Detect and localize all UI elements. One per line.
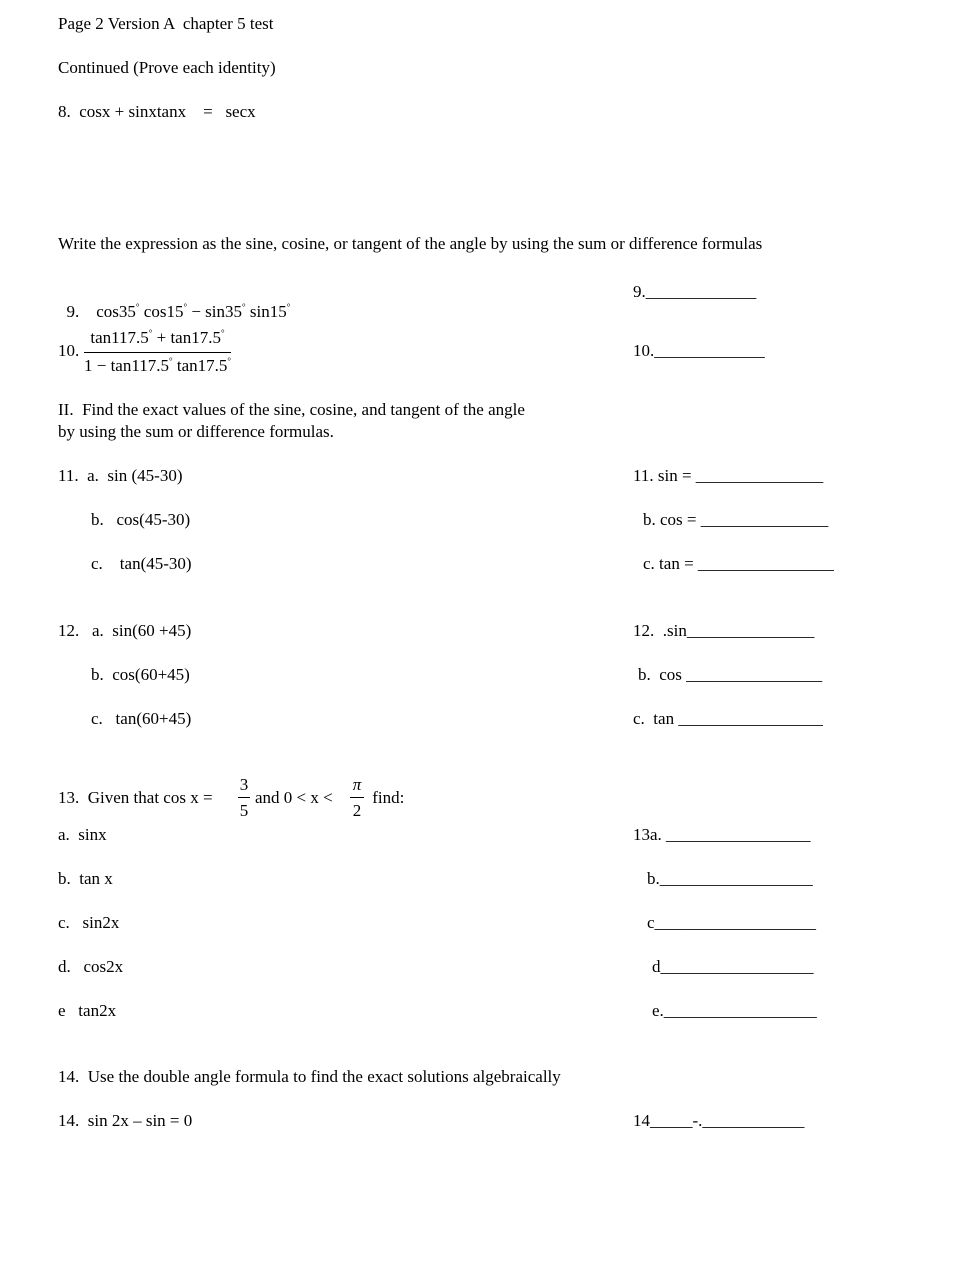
question-13b: b. tan x [58, 869, 113, 888]
question-10-numerator: tan117.5° + tan17.5° [90, 328, 225, 347]
question-12b: b. cos(60+45) [91, 665, 190, 684]
fraction-bar [238, 797, 250, 798]
question-13-middle: and 0 < x < [255, 788, 337, 807]
answer-blank-12c: c. tan _________________ [633, 709, 823, 728]
instruction-sum-difference: Write the expression as the sine, cosine, or tangent of the angle by using the sum or difference formulas [58, 234, 763, 253]
degree-sign: ° [242, 302, 246, 312]
answer-blank-13c: c___________________ [647, 913, 817, 932]
answer-blank-12b: b. cos ________________ [638, 665, 823, 684]
degree-sign: ° [135, 302, 140, 312]
question-14-instruction: 14. Use the double angle formula to find the exact solutions algebraically [58, 1067, 561, 1086]
answer-blank-11b: b. cos = _______________ [643, 510, 829, 529]
fraction-numerator: 3 [239, 775, 249, 794]
answer-blank-13d: d__________________ [652, 957, 814, 976]
degree-sign: ° [183, 302, 188, 312]
fraction-denominator: 5 [239, 801, 249, 820]
question-13d: d. cos2x [58, 957, 124, 976]
question-13e: e tan2x [58, 1001, 117, 1020]
question-9-expr-c: − sin35 [187, 302, 242, 321]
question-14-problem: 14. sin 2x – sin = 0 [58, 1111, 193, 1130]
question-13c: c. sin2x [58, 913, 120, 932]
answer-blank-12a: 12. .sin_______________ [633, 621, 815, 640]
question-11a: 11. a. sin (45-30) [58, 466, 183, 485]
answer-blank-13e: e.__________________ [652, 1001, 817, 1020]
answer-blank-14: 14_____-.____________ [633, 1111, 805, 1130]
question-11c: c. tan(45-30) [91, 554, 192, 573]
section-heading-prove: Continued (Prove each identity) [58, 58, 276, 77]
question-9 [58, 282, 290, 324]
fraction-bar [84, 352, 231, 353]
section-II-line-2: by using the sum or difference formulas. [58, 422, 334, 441]
answer-blank-11a: 11. sin = _______________ [633, 466, 824, 485]
answer-blank-11c: c. tan = ________________ [643, 554, 834, 573]
question-9-number: 9. [66, 302, 80, 321]
question-8: 8. cosx + sinxtanx = secx [58, 102, 256, 121]
answer-blank-9: 9._____________ [633, 282, 757, 301]
fraction-bar [350, 797, 364, 798]
question-9-expr-a: cos35 [96, 302, 136, 321]
answer-blank-13a: 13a. _________________ [633, 825, 811, 844]
fraction-denominator: 2 [352, 801, 362, 820]
question-12c: c. tan(60+45) [91, 709, 192, 728]
question-13-fraction-3-5 [238, 775, 250, 821]
degree-sign: ° [286, 302, 291, 312]
question-13a: a. sinx [58, 825, 107, 844]
answer-blank-10: 10._____________ [633, 341, 765, 360]
pi-symbol: π [352, 775, 362, 794]
answer-blank-13b: b.__________________ [647, 869, 813, 888]
page-title: Page 2 Version A chapter 5 test [58, 14, 274, 33]
question-9-expr-b: cos15 [143, 302, 184, 321]
question-10-number: 10. [58, 341, 80, 360]
question-12a: 12. a. sin(60 +45) [58, 621, 192, 640]
question-13-prefix: 13. Given that cos x = [58, 788, 217, 807]
question-13-fraction-pi-2 [350, 775, 364, 821]
question-13-suffix: find: [368, 788, 405, 807]
question-11b: b. cos(45-30) [91, 510, 191, 529]
question-10-fraction [84, 328, 231, 378]
section-II-line-1: II. Find the exact values of the sine, cosine, and tangent of the angle [58, 400, 525, 419]
question-10-denominator: 1 − tan117.5° tan17.5° [84, 356, 231, 375]
question-9-expr-d: sin15 [249, 302, 287, 321]
